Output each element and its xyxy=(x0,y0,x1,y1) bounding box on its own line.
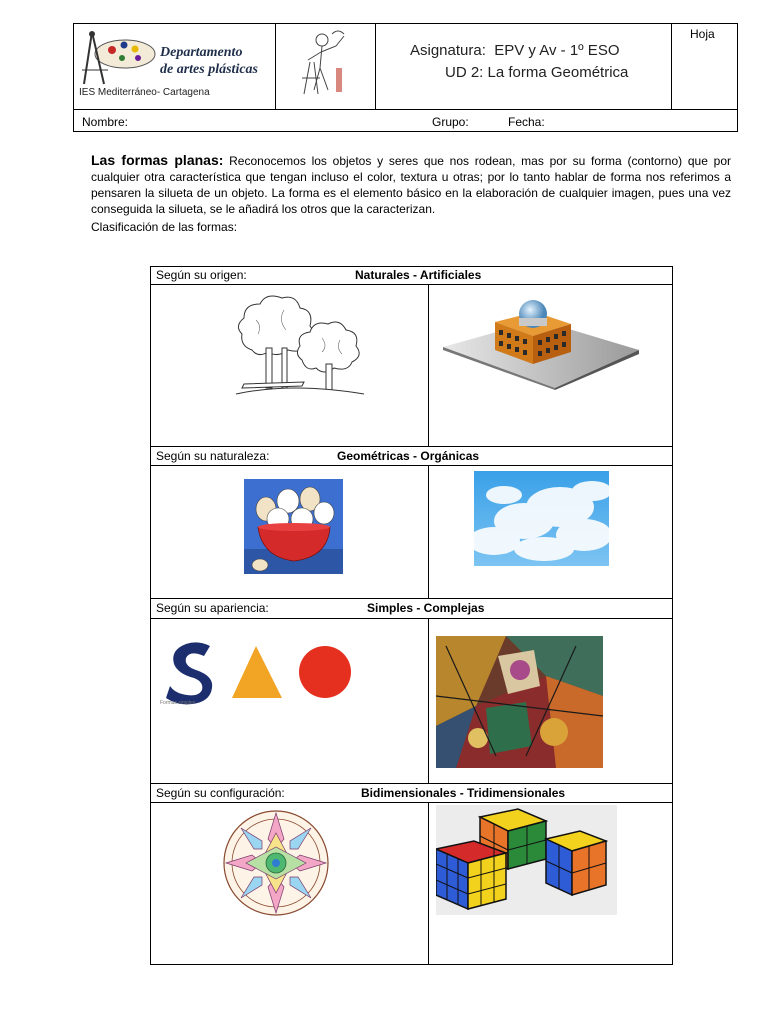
intro-paragraph xyxy=(91,152,731,217)
row-divider xyxy=(150,783,673,784)
row-divider xyxy=(150,465,673,466)
group-field-label[interactable]: Grupo: xyxy=(432,115,469,129)
department-logo-icon xyxy=(78,30,160,88)
school-name: IES Mediterráneo- Cartagena xyxy=(79,87,210,98)
section-nature-label: Según su naturaleza: xyxy=(156,449,270,463)
rubik-cubes-image xyxy=(436,805,617,915)
column-divider xyxy=(428,465,429,598)
section-nature-types: Geométricas - Orgánicas xyxy=(337,449,480,463)
eggs-bowl-image xyxy=(244,479,343,574)
row-divider xyxy=(150,618,673,619)
artist-sketch-icon xyxy=(292,28,352,100)
section-appearance-label: Según su apariencia: xyxy=(156,601,269,615)
sheet-label: Hoja xyxy=(690,27,715,41)
unit-title: UD 2: La forma Geométrica xyxy=(445,64,629,81)
row-divider xyxy=(150,598,673,599)
date-field-label[interactable]: Fecha: xyxy=(508,115,545,129)
intro-lead: Las formas planas: xyxy=(91,152,224,168)
column-divider xyxy=(428,802,429,964)
row-divider xyxy=(150,446,673,447)
simple-shapes-caption: Formas simples xyxy=(160,700,196,706)
cubist-painting-image xyxy=(436,636,603,768)
header-divider xyxy=(73,109,738,110)
mandala-image xyxy=(222,809,330,917)
subject: Asignatura: EPV y Av - 1º ESO xyxy=(410,42,620,59)
section-origin-types: Naturales - Artificiales xyxy=(355,268,482,282)
column-divider xyxy=(428,284,429,446)
section-configuration-label: Según su configuración: xyxy=(156,786,285,800)
clouds-image xyxy=(474,471,609,566)
row-divider xyxy=(150,802,673,803)
section-origin-label: Según su origen: xyxy=(156,268,247,282)
row-divider xyxy=(150,284,673,285)
section-appearance-types: Simples - Complejas xyxy=(367,601,485,615)
name-field-label[interactable]: Nombre: xyxy=(82,115,129,129)
section-configuration-types: Bidimensionales - Tridimensionales xyxy=(361,786,566,800)
column-divider xyxy=(428,618,429,783)
intro-body: Reconocemos los objetos y seres que nos rodean, mas por su forma (contorno) que por cualquier otra característica que tengan incluso el color, textura u otras; por lo tanto hablar de forma nos referimos a pensaren la silueta de un objeto. La forma es el elemento básico en la elaboración de cualquier imagen, pues una vez conseguida la silueta, se le añadirá los otros que la caracterizan. xyxy=(91,154,731,216)
building-3d-image xyxy=(443,292,639,390)
classification-heading: Clasificación de las formas: xyxy=(91,220,238,234)
trees-sketch-image xyxy=(232,290,367,398)
department-name: Departamento de artes plásticas xyxy=(160,45,258,77)
